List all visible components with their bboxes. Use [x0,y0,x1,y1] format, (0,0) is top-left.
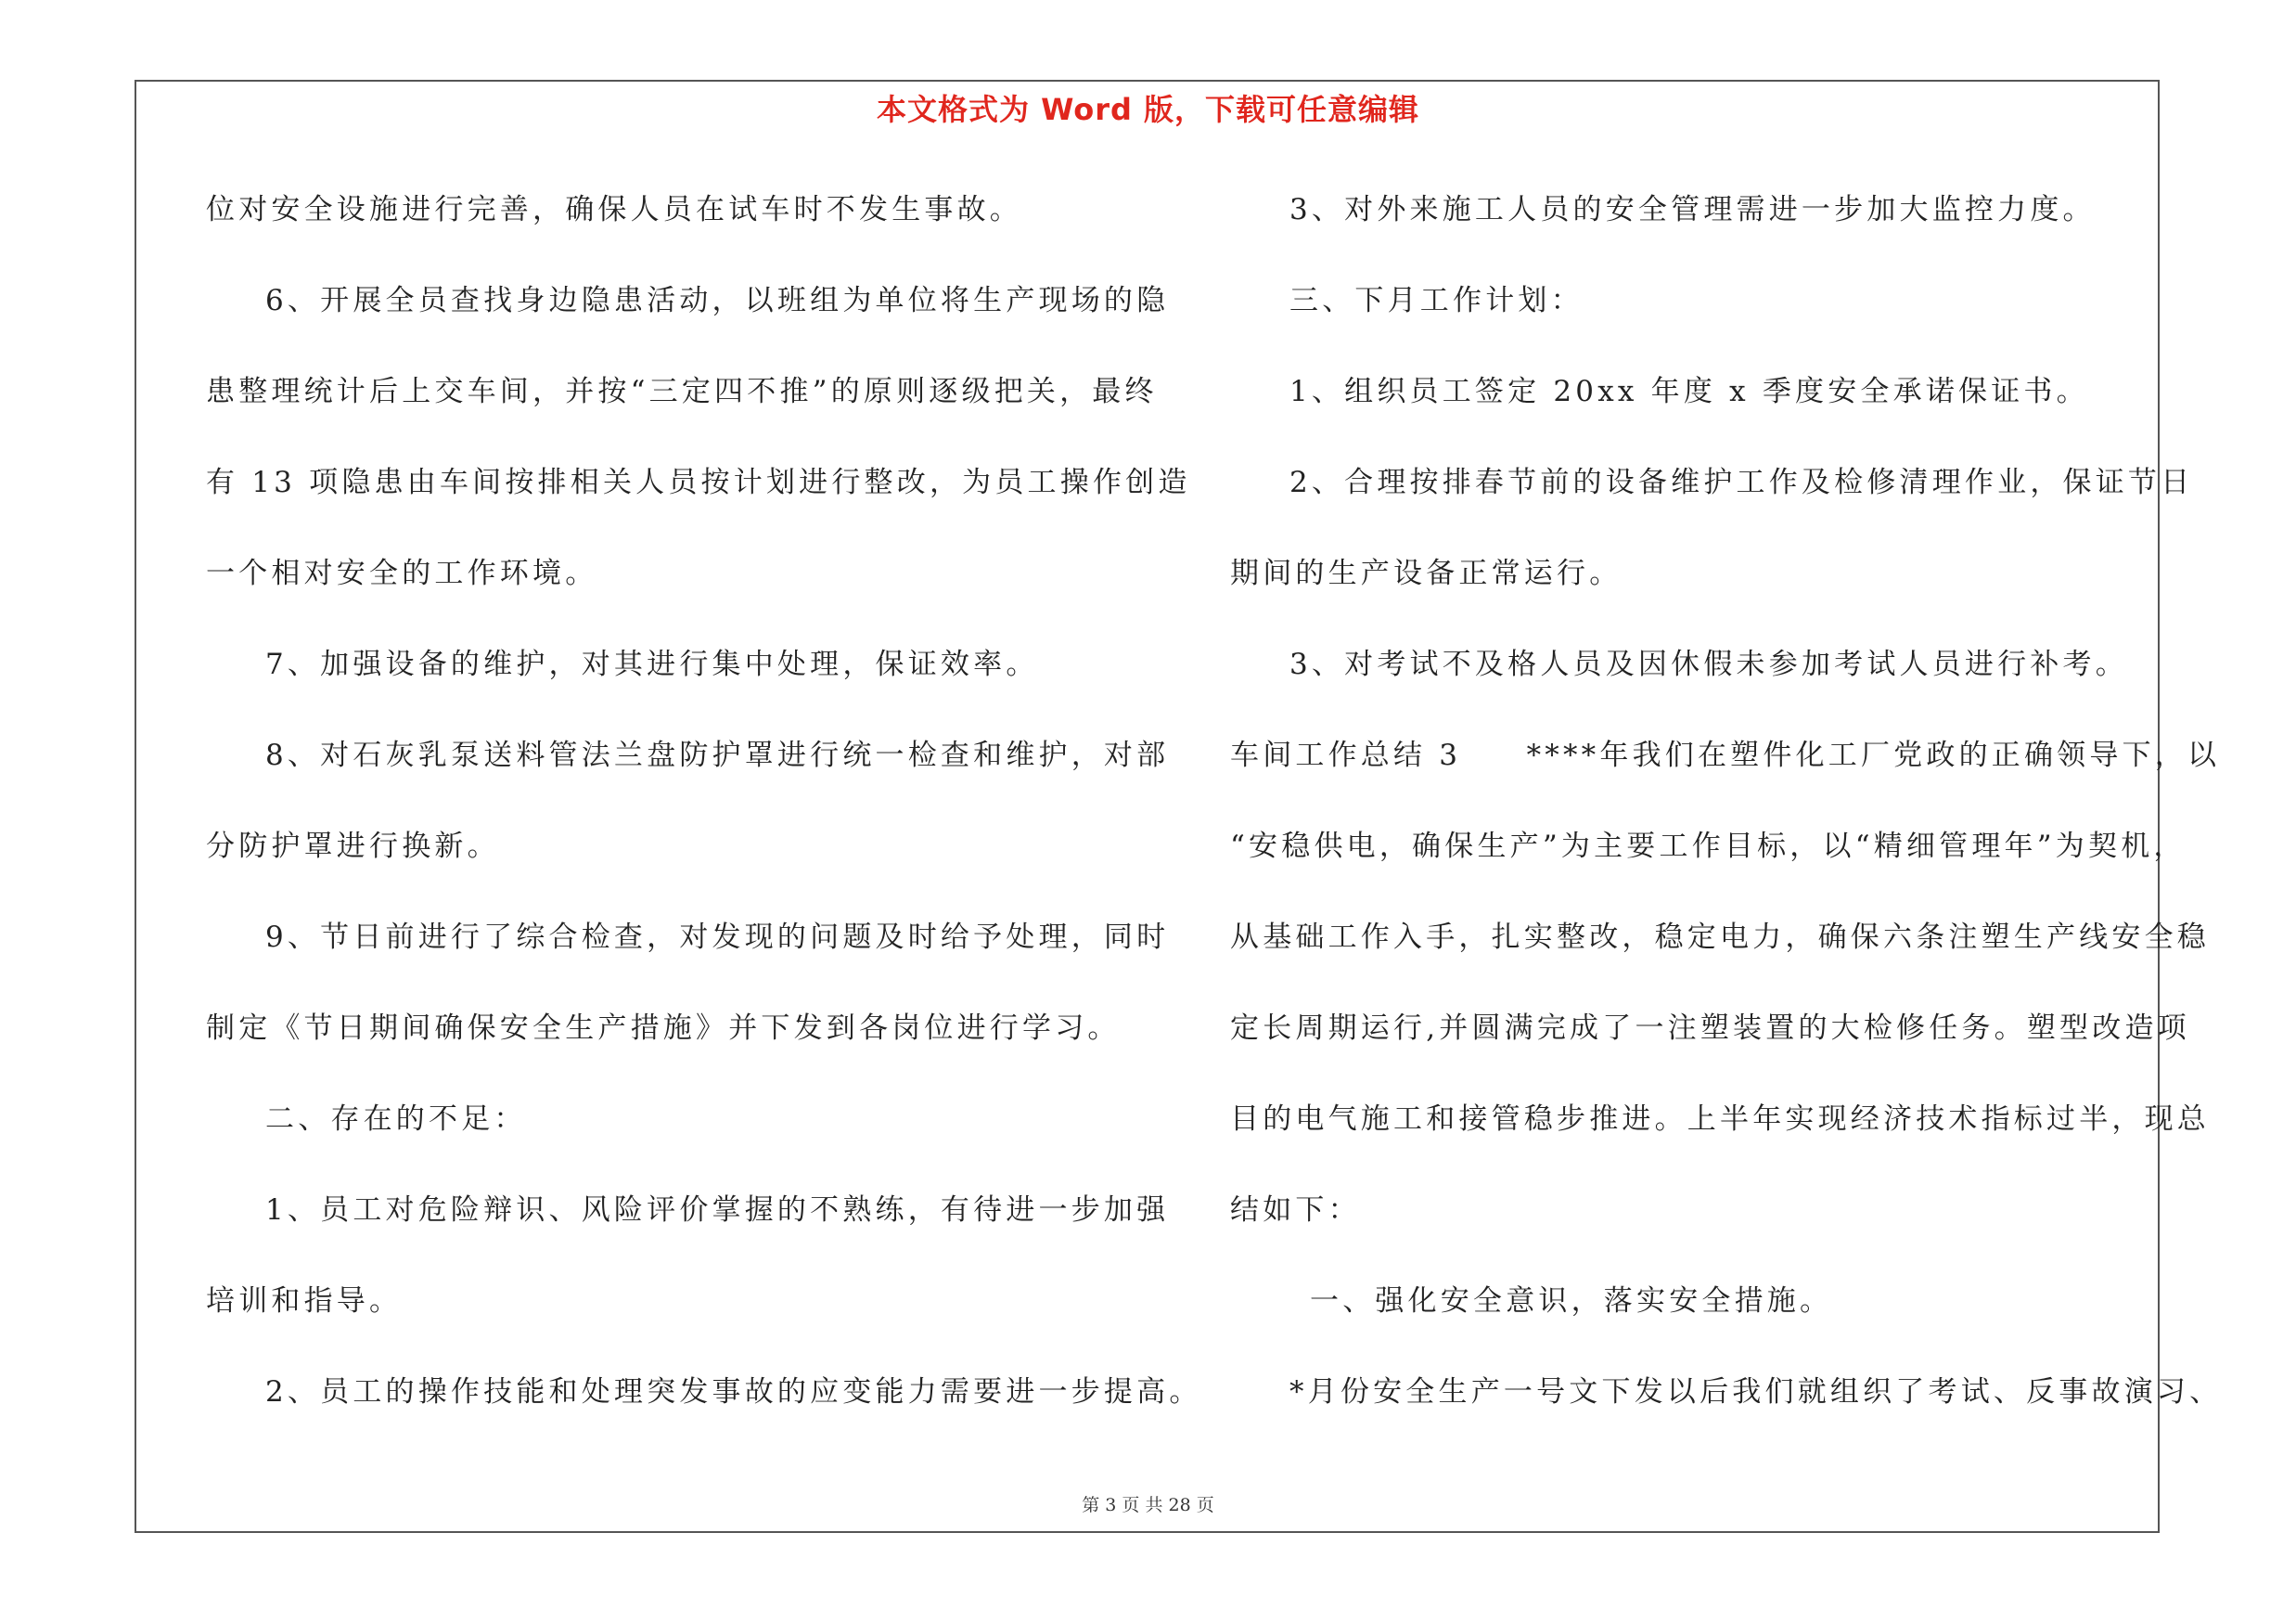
text-line: 从基础工作入手，扎实整改，稳定电力，确保六条注塑生产线安全稳 [1230,921,2210,954]
text-line: 6、开展全员查找身边隐患活动，以班组为单位将生产现场的隐 [265,284,1170,317]
text-line: *月份安全生产一号文下发以后我们就组织了考试、反事故演习、 [1289,1375,2223,1409]
text-line: 9、节日前进行了综合检查，对发现的问题及时给予处理，同时 [265,921,1170,954]
text-line: 3、对外来施工人员的安全管理需进一步加大监控力度。 [1289,193,2096,226]
text-line: 期间的生产设备正常运行。 [1230,557,1623,590]
text-line: 3、对考试不及格人员及因休假未参加考试人员进行补考。 [1289,648,2128,681]
text-line: 7、加强设备的维护，对其进行集中处理，保证效率。 [265,648,1039,681]
text-line: 目的电气施工和接管稳步推进。上半年实现经济技术指标过半，现总 [1230,1102,2210,1136]
text-line: 1、组织员工签定 20xx 年度 x 季度安全承诺保证书。 [1289,375,2089,408]
text-line: 2、合理按排春节前的设备维护工作及检修清理作业，保证节日 [1289,466,2194,499]
format-banner: 本文格式为 Word 版，下载可任意编辑 [876,92,1420,127]
text-line: 定长周期运行,并圆满完成了一注塑装置的大检修任务。塑型改造项 [1230,1011,2190,1045]
text-line: 2、员工的操作技能和处理突发事故的应变能力需要进一步提高。 [265,1375,1202,1409]
text-line: 制定《节日期间确保安全生产措施》并下发到各岗位进行学习。 [206,1011,1121,1045]
text-line: 分防护罩进行换新。 [206,830,500,863]
text-line: 有 13 项隐患由车间按排相关人员按计划进行整改，为员工操作创造 [206,466,1191,499]
text-line: 结如下： [1230,1193,1361,1227]
text-line: 患整理统计后上交车间，并按“三定四不推”的原则逐级把关，最终 [206,375,1158,408]
text-line: 位对安全设施进行完善，确保人员在试车时不发生事故。 [206,193,1022,226]
text-line: “安稳供电，确保生产”为主要工作目标，以“精细管理年”为契机， [1230,830,2187,863]
page-number: 第 3 页 共 28 页 [1082,1495,1214,1515]
text-line: 一个相对安全的工作环境。 [206,557,598,590]
text-line: 1、员工对危险辩识、风险评价掌握的不熟练，有待进一步加强 [265,1193,1170,1227]
section-heading: 二、存在的不足： [265,1102,527,1136]
text-line: 培训和指导。 [206,1284,403,1318]
section-heading: 三、下月工作计划： [1289,284,1584,317]
section-heading: 一、强化安全意识，落实安全措施。 [1310,1284,1833,1318]
text-line: 车间工作总结 3 ****年我们在塑件化工厂党政的正确领导下，以 [1230,739,2221,772]
text-line: 8、对石灰乳泵送料管法兰盘防护罩进行统一检查和维护，对部 [265,739,1170,772]
